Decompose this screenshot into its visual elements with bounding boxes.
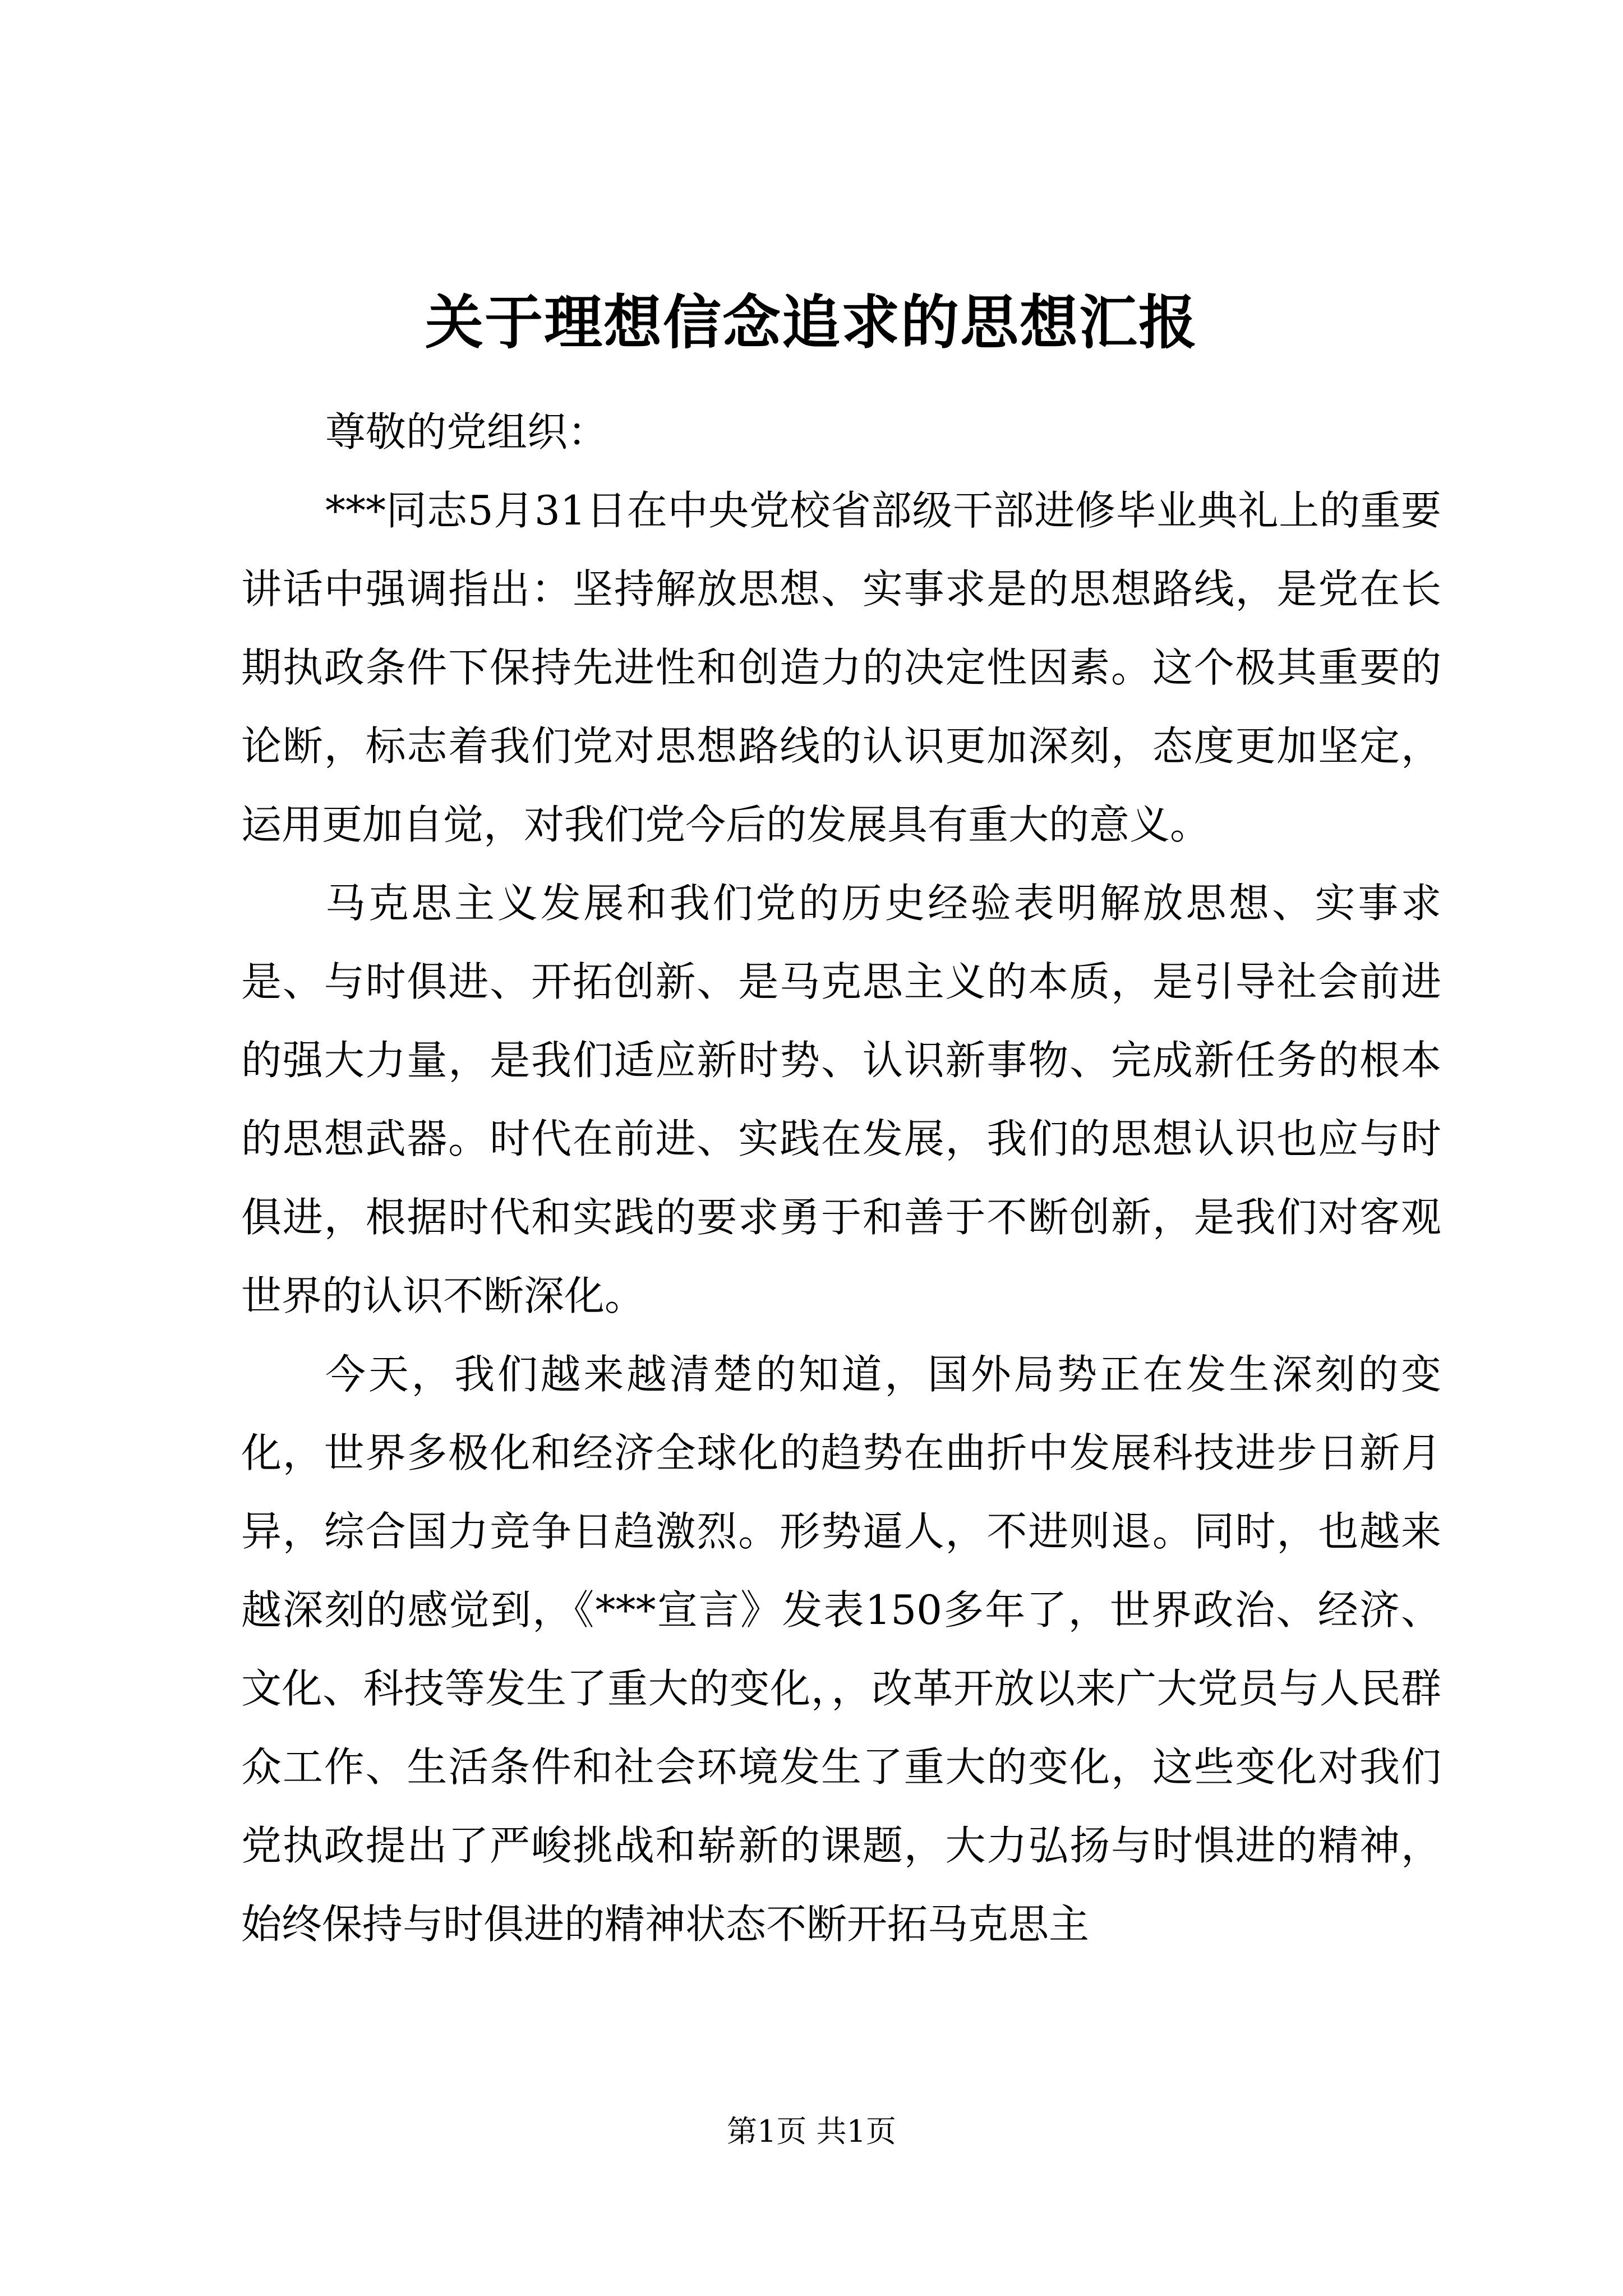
salutation: 尊敬的党组织： bbox=[325, 408, 608, 455]
document-body bbox=[241, 393, 1441, 1963]
paragraph-1: ***同志5月31日在中央党校省部级干部进修毕业典礼上的重要讲话中强调指出：坚持解放思想、实事求是的思想路线，是党在长期执政条件下保持先进性和创造力的决定性因素。这个极其重要的论断，标志着我们党对思想路线的认识更加深刻，态度更加坚定，运用更加自觉，对我们党今后的发展具有重大的意义。 bbox=[241, 487, 1441, 848]
paragraph-3: 今天，我们越来越清楚的知道，国外局势正在发生深刻的变化，世界多极化和经济全球化的趋势在曲折中发展科技进步日新月异，综合国力竞争日趋激烈。形势逼人，不进则退。同时，也越来越深刻的感觉到，《***宣言》发表150多年了，世界政治、经济、文化、科技等发生了重大的变化，，改革开放以来广大党员与人民群众工作、生活条件和社会环境发生了重大的变化，这些变化对我们党执政提出了严峻挑战和崭新的课题，大力弘扬与时惧进的精神，始终保持与时俱进的精神状态不断开拓马克思主 bbox=[241, 1351, 1441, 1948]
page-footer: 第1页 共1页 bbox=[727, 2114, 896, 2149]
document-title: 关于理想信念追求的思想汇报 bbox=[425, 288, 1198, 357]
paragraph-2: 马克思主义发展和我们党的历史经验表明解放思想、实事求是、与时俱进、开拓创新、是马克思主义的本质，是引导社会前进的强大力量，是我们适应新时势、认识新事物、完成新任务的根本的思想武器。时代在前进、实践在发展，我们的思想认识也应与时俱进，根据时代和实践的要求勇于和善于不断创新，是我们对客观世界的认识不断深化。 bbox=[241, 880, 1441, 1319]
